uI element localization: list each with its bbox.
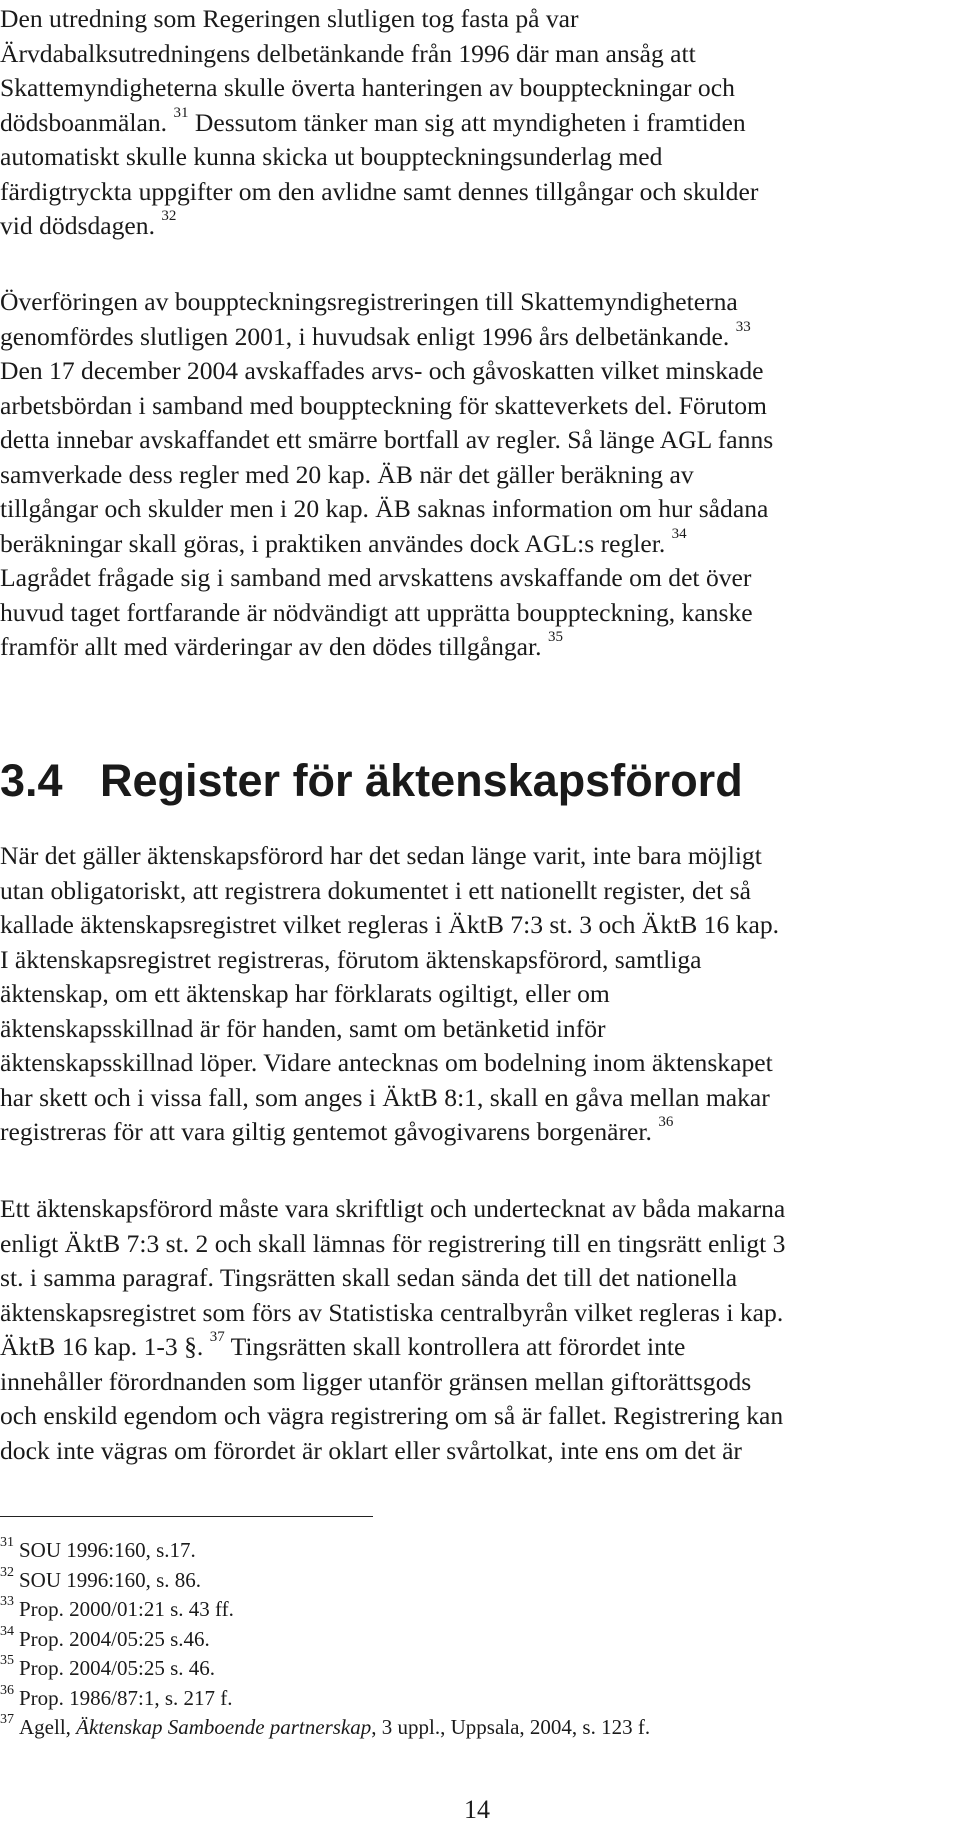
section-title: Register för äktenskapsförord <box>100 755 743 806</box>
text-line: enligt ÄktB 7:3 st. 2 och skall lämnas för registrering till en tingsrätt enligt 3 <box>0 1228 786 1258</box>
footnote-item <box>0 1536 650 1566</box>
footnote-text: Prop. 2000/01:21 s. 43 ff. <box>19 1597 234 1621</box>
section-heading <box>0 755 743 807</box>
footnote-number: 35 <box>0 1653 14 1668</box>
text-line: dock inte vägras om förordet är oklart eller svårtolkat, inte ens om det är <box>0 1435 742 1465</box>
footnote-item <box>0 1654 650 1684</box>
text-line-group <box>0 1115 960 1150</box>
text-line-group <box>0 209 960 244</box>
text-line: Överföringen av bouppteckningsregistreringen till Skattemyndigheterna <box>0 287 738 316</box>
text-fragment: registreras för att vara giltig gentemot gåvogivarens borgenärer. <box>0 1117 652 1146</box>
text-fragment: genomfördes slutligen 2001, i huvudsak enligt 1996 års delbetänkande. <box>0 321 730 351</box>
footnote-book-title: Äktenskap Samboende partnerskap <box>76 1715 372 1739</box>
text-line: Ett äktenskapsförord måste vara skriftligt och undertecknat av båda makarna <box>0 1194 786 1223</box>
text-fragment: framför allt med värderingar av den dödes tillgångar. <box>0 632 542 661</box>
paragraph-3 <box>0 839 960 1150</box>
text-fragment: Dessutom tänker man sig att myndigheten i framtiden <box>194 107 746 137</box>
text-line: tillgångar och skulder men i 20 kap. ÄB saknas information om hur sådana <box>0 494 769 523</box>
text-line: färdigtryckta uppgifter om den avlidne samt dennes tillgångar och skulder <box>0 176 759 206</box>
footnote-ref[interactable]: 36 <box>658 1114 674 1131</box>
text-fragment: beräkningar skall göras, i praktiken användes dock AGL:s regler. <box>0 528 666 558</box>
text-line: har skett och i vissa fall, som anges i ÄktB 8:1, skall en gåva mellan makar <box>0 1082 770 1112</box>
footnotes <box>0 1536 650 1743</box>
text-line: äktenskapsskillnad är för handen, samt om betänketid inför <box>0 1013 606 1043</box>
text-line: Den 17 december 2004 avskaffades arvs- och gåvoskatten vilket minskade <box>0 356 764 385</box>
footnote-item <box>0 1595 650 1625</box>
footnote-number: 31 <box>0 1535 14 1550</box>
text-fragment: dödsboanmälan. <box>0 107 168 137</box>
text-line: automatiskt skulle kunna skicka ut bouppteckningsunderlag med <box>0 142 663 171</box>
text-line: kallade äktenskapsregistret vilket regleras i ÄktB 7:3 st. 3 och ÄktB 16 kap. <box>0 910 780 939</box>
footnote-item <box>0 1713 650 1743</box>
footnote-number: 32 <box>0 1564 14 1580</box>
paragraph-2 <box>0 285 960 665</box>
footnote-item <box>0 1566 650 1596</box>
footnote-ref[interactable]: 31 <box>173 104 189 121</box>
footnote-number: 37 <box>0 1712 14 1727</box>
text-line: huvud taget fortfarande är nödvändigt att upprätta bouppteckning, kanske <box>0 597 753 627</box>
text-line-group <box>0 1330 960 1365</box>
text-line: Lagrådet frågade sig i samband med arvskattens avskaffande om det över <box>0 563 752 592</box>
footnote-text: SOU 1996:160, s. 86. <box>19 1567 202 1592</box>
footnote-text: Prop. 2004/05:25 s. 46. <box>19 1656 216 1680</box>
footnote-ref[interactable]: 35 <box>547 629 563 646</box>
footnote-text: , 3 uppl., Uppsala, 2004, s. 123 f. <box>371 1715 651 1739</box>
text-line: äktenskapsregistret som förs av Statistiska centralbyrån vilket regleras i kap. <box>0 1297 784 1327</box>
text-line-group <box>0 320 960 355</box>
text-line: innehåller förordnanden som ligger utanför gränsen mellan giftorättsgods <box>0 1366 752 1396</box>
footnote-number: 36 <box>0 1682 14 1698</box>
footnote-item <box>0 1625 650 1655</box>
paragraph-1 <box>0 2 960 244</box>
text-line: När det gäller äktenskapsförord har det sedan länge varit, inte bara möjligt <box>0 841 762 870</box>
text-line: I äktenskapsregistret registreras, förutom äktenskapsförord, samtliga <box>0 944 702 974</box>
text-line-group <box>0 630 960 665</box>
text-line: äktenskap, om ett äktenskap har förklarats ogiltigt, eller om <box>0 979 610 1008</box>
footnote-ref[interactable]: 33 <box>735 318 751 335</box>
text-line: samverkade dess regler med 20 kap. ÄB när det gäller beräkning av <box>0 459 694 489</box>
text-line: och enskild egendom och vägra registrering om så är fallet. Registrering kan <box>0 1401 784 1430</box>
footnote-text: SOU 1996:160, s.17. <box>19 1538 196 1562</box>
footnote-text: Prop. 2004/05:25 s.46. <box>19 1626 210 1651</box>
paragraph-4 <box>0 1192 960 1468</box>
text-line: Skattemyndigheterna skulle överta hanteringen av bouppteckningar och <box>0 73 735 102</box>
page-number: 14 <box>464 1795 490 1824</box>
footnote-text: Prop. 1986/87:1, s. 217 f. <box>19 1685 233 1710</box>
footnote-ref[interactable]: 37 <box>209 1329 225 1346</box>
text-line: arbetsbördan i samband med bouppteckning för skatteverkets del. Förutom <box>0 390 767 420</box>
text-line-group <box>0 106 960 141</box>
text-line: detta innebar avskaffandet ett smärre bortfall av regler. Så länge AGL fanns <box>0 425 774 454</box>
text-line: utan obligatoriskt, att registrera dokumentet i ett nationellt register, det så <box>0 875 751 905</box>
footnote-item <box>0 1684 650 1714</box>
footnote-number: 34 <box>0 1623 14 1639</box>
text-line-group <box>0 527 960 562</box>
text-fragment: vid dödsdagen. <box>0 211 155 240</box>
footnote-number: 33 <box>0 1594 14 1609</box>
text-line: Den utredning som Regeringen slutligen tog fasta på var <box>0 4 579 33</box>
text-line: st. i samma paragraf. Tingsrätten skall sedan sända det till det nationella <box>0 1263 738 1292</box>
text-line: äktenskapsskillnad löper. Vidare antecknas om bodelning inom äktenskapet <box>0 1048 773 1077</box>
footnote-separator <box>0 1516 373 1517</box>
footnote-ref[interactable]: 32 <box>161 208 177 225</box>
section-number: 3.4 <box>0 755 63 806</box>
footnote-ref[interactable]: 34 <box>671 525 687 542</box>
text-fragment: ÄktB 16 kap. 1-3 §. <box>0 1332 204 1361</box>
text-fragment: Tingsrätten skall kontrollera att förordet inte <box>230 1332 686 1361</box>
text-line: Ärvdabalksutredningens delbetänkande från 1996 där man ansåg att <box>0 38 696 68</box>
footnote-text: Agell, <box>19 1715 77 1739</box>
